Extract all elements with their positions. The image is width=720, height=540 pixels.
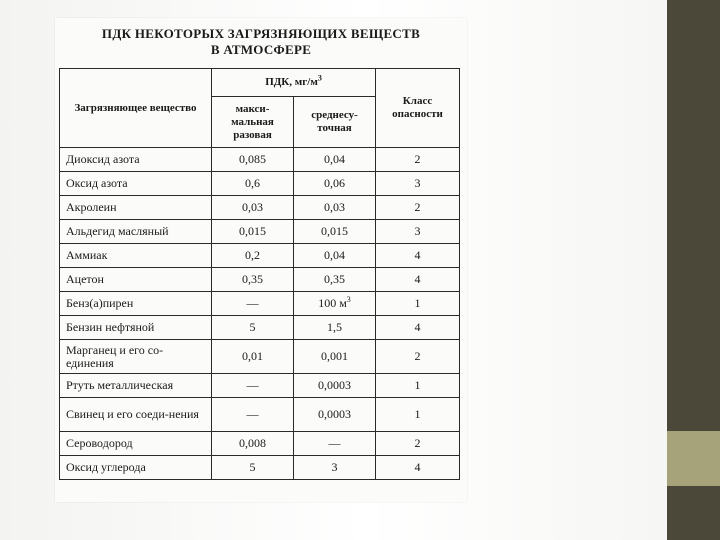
daily-avg-cell bbox=[294, 268, 376, 292]
max-single-cell bbox=[212, 220, 294, 244]
max-single-cell bbox=[212, 268, 294, 292]
pdk-table bbox=[59, 68, 460, 480]
hazard-class-cell-text: 2 bbox=[414, 349, 421, 363]
daily-avg-cell-text: 100 м bbox=[318, 296, 347, 310]
max-single-cell-text: 0,35 bbox=[242, 272, 263, 286]
substance-cell bbox=[60, 316, 212, 340]
max-single-cell-text: 5 bbox=[249, 320, 256, 334]
daily-avg-cell bbox=[294, 292, 376, 316]
table-row bbox=[60, 148, 460, 172]
substance-cell-text: Альдегид масляный bbox=[66, 224, 169, 238]
table-row bbox=[60, 268, 460, 292]
max-single-cell bbox=[212, 398, 294, 432]
max-single-cell-text: 0,2 bbox=[245, 248, 260, 262]
hazard-class-cell-text: 3 bbox=[414, 224, 421, 238]
substance-cell-text: Бензин нефтяной bbox=[66, 320, 155, 334]
daily-avg-cell bbox=[294, 148, 376, 172]
table-row bbox=[60, 196, 460, 220]
max-single-cell bbox=[212, 432, 294, 456]
hazard-class-cell bbox=[376, 456, 460, 480]
daily-avg-cell bbox=[294, 374, 376, 398]
max-single-cell bbox=[212, 244, 294, 268]
substance-cell-text: Марганец и его со-единения bbox=[66, 342, 164, 370]
daily-avg-cell bbox=[294, 244, 376, 268]
header-pdk-sup: 3 bbox=[317, 73, 322, 83]
slide-side-band bbox=[667, 431, 720, 486]
max-single-cell-text: 0,015 bbox=[239, 224, 266, 238]
daily-avg-cell bbox=[294, 220, 376, 244]
max-single-cell-text: — bbox=[246, 407, 259, 421]
substance-cell bbox=[60, 244, 212, 268]
hazard-class-cell-text: 1 bbox=[414, 407, 421, 421]
substance-cell-text: Оксид углерода bbox=[66, 460, 146, 474]
substance-cell-text: Ртуть металлическая bbox=[66, 378, 174, 392]
max-single-cell bbox=[212, 374, 294, 398]
hazard-class-cell bbox=[376, 340, 460, 374]
max-single-cell bbox=[212, 292, 294, 316]
hazard-class-cell-text: 4 bbox=[414, 320, 421, 334]
daily-avg-cell-text: 0,35 bbox=[324, 272, 345, 286]
hazard-class-cell-text: 4 bbox=[414, 460, 421, 474]
hazard-class-cell-text: 2 bbox=[414, 436, 421, 450]
hazard-class-cell bbox=[376, 148, 460, 172]
substance-cell bbox=[60, 196, 212, 220]
daily-avg-cell bbox=[294, 456, 376, 480]
table-row bbox=[60, 172, 460, 196]
header-pdk bbox=[212, 69, 376, 97]
substance-cell-text: Акролеин bbox=[66, 200, 117, 214]
max-single-cell bbox=[212, 172, 294, 196]
max-single-cell bbox=[212, 316, 294, 340]
daily-avg-cell-text: 3 bbox=[331, 460, 338, 474]
slide-side-bar bbox=[667, 0, 720, 540]
substance-cell bbox=[60, 148, 212, 172]
daily-avg-cell bbox=[294, 316, 376, 340]
max-single-cell-text: — bbox=[246, 296, 259, 310]
substance-cell bbox=[60, 340, 212, 374]
header-hazard-class: Класс опасности bbox=[376, 69, 460, 148]
hazard-class-cell-text: 1 bbox=[414, 378, 421, 392]
substance-cell bbox=[60, 292, 212, 316]
substance-cell-text: Сероводород bbox=[66, 436, 133, 450]
header-pdk-label: ПДК, мг/м bbox=[265, 76, 318, 88]
daily-avg-cell bbox=[294, 172, 376, 196]
substance-cell bbox=[60, 432, 212, 456]
daily-avg-cell-text: 0,04 bbox=[324, 248, 345, 262]
daily-avg-cell bbox=[294, 398, 376, 432]
max-single-cell-text: 0,01 bbox=[242, 349, 263, 363]
hazard-class-cell bbox=[376, 292, 460, 316]
table-row bbox=[60, 432, 460, 456]
max-single-cell bbox=[212, 340, 294, 374]
daily-avg-cell bbox=[294, 340, 376, 374]
hazard-class-cell-text: 1 bbox=[414, 296, 421, 310]
substance-cell bbox=[60, 172, 212, 196]
substance-cell bbox=[60, 398, 212, 432]
max-single-cell-text: 5 bbox=[249, 460, 256, 474]
max-single-cell-text: 0,008 bbox=[239, 436, 266, 450]
daily-avg-cell-text: 0,0003 bbox=[318, 378, 351, 392]
hazard-class-cell-text: 2 bbox=[414, 152, 421, 166]
max-single-cell-text: 0,085 bbox=[239, 152, 266, 166]
hazard-class-cell-text: 3 bbox=[414, 176, 421, 190]
header-substance: Загрязняющее вещество bbox=[60, 69, 212, 148]
daily-avg-cell-text: 0,03 bbox=[324, 200, 345, 214]
table-row bbox=[60, 398, 460, 432]
substance-cell bbox=[60, 220, 212, 244]
hazard-class-cell bbox=[376, 432, 460, 456]
hazard-class-cell-text: 4 bbox=[414, 272, 421, 286]
max-single-cell-text: 0,03 bbox=[242, 200, 263, 214]
daily-avg-cell-text: 0,0003 bbox=[318, 407, 351, 421]
substance-cell-text: Ацетон bbox=[66, 272, 104, 286]
hazard-class-cell bbox=[376, 196, 460, 220]
hazard-class-cell bbox=[376, 374, 460, 398]
daily-avg-cell-text: 0,04 bbox=[324, 152, 345, 166]
hazard-class-cell-text: 2 bbox=[414, 200, 421, 214]
daily-avg-cell-text: 1,5 bbox=[327, 320, 342, 334]
max-single-cell bbox=[212, 456, 294, 480]
substance-cell-text: Аммиак bbox=[66, 248, 108, 262]
hazard-class-cell bbox=[376, 398, 460, 432]
title-line-2: В АТМОСФЕРЕ bbox=[210, 42, 312, 57]
table-row bbox=[60, 456, 460, 480]
daily-avg-cell bbox=[294, 432, 376, 456]
substance-cell bbox=[60, 456, 212, 480]
header-daily-avg: среднесу-точная bbox=[294, 97, 376, 148]
table-row bbox=[60, 244, 460, 268]
hazard-class-cell bbox=[376, 316, 460, 340]
table-row bbox=[60, 292, 460, 316]
table-row bbox=[60, 374, 460, 398]
unit-superscript: 3 bbox=[346, 295, 351, 304]
substance-cell-text: Свинец и его соеди-нения bbox=[66, 407, 199, 421]
substance-cell-text: Диоксид азота bbox=[66, 152, 140, 166]
document-title bbox=[55, 26, 467, 58]
table-row bbox=[60, 220, 460, 244]
header-max-single: макси-мальная разовая bbox=[212, 97, 294, 148]
daily-avg-cell-text: — bbox=[328, 436, 341, 450]
substance-cell bbox=[60, 268, 212, 292]
substance-cell bbox=[60, 374, 212, 398]
daily-avg-cell-text: 0,001 bbox=[321, 349, 348, 363]
max-single-cell bbox=[212, 196, 294, 220]
scanned-page bbox=[55, 18, 467, 502]
max-single-cell-text: 0,6 bbox=[245, 176, 260, 190]
daily-avg-cell-text: 0,06 bbox=[324, 176, 345, 190]
daily-avg-cell bbox=[294, 196, 376, 220]
hazard-class-cell bbox=[376, 268, 460, 292]
table-row bbox=[60, 316, 460, 340]
hazard-class-cell bbox=[376, 244, 460, 268]
substance-cell-text: Бенз(а)пирен bbox=[66, 296, 134, 310]
title-line-1: ПДК НЕКОТОРЫХ ЗАГРЯЗНЯЮЩИХ ВЕЩЕСТВ bbox=[101, 26, 421, 41]
max-single-cell bbox=[212, 148, 294, 172]
table-row bbox=[60, 340, 460, 374]
daily-avg-cell-text: 0,015 bbox=[321, 224, 348, 238]
substance-cell-text: Оксид азота bbox=[66, 176, 128, 190]
hazard-class-cell bbox=[376, 172, 460, 196]
hazard-class-cell-text: 4 bbox=[414, 248, 421, 262]
table-body bbox=[60, 148, 460, 480]
max-single-cell-text: — bbox=[246, 378, 259, 392]
hazard-class-cell bbox=[376, 220, 460, 244]
